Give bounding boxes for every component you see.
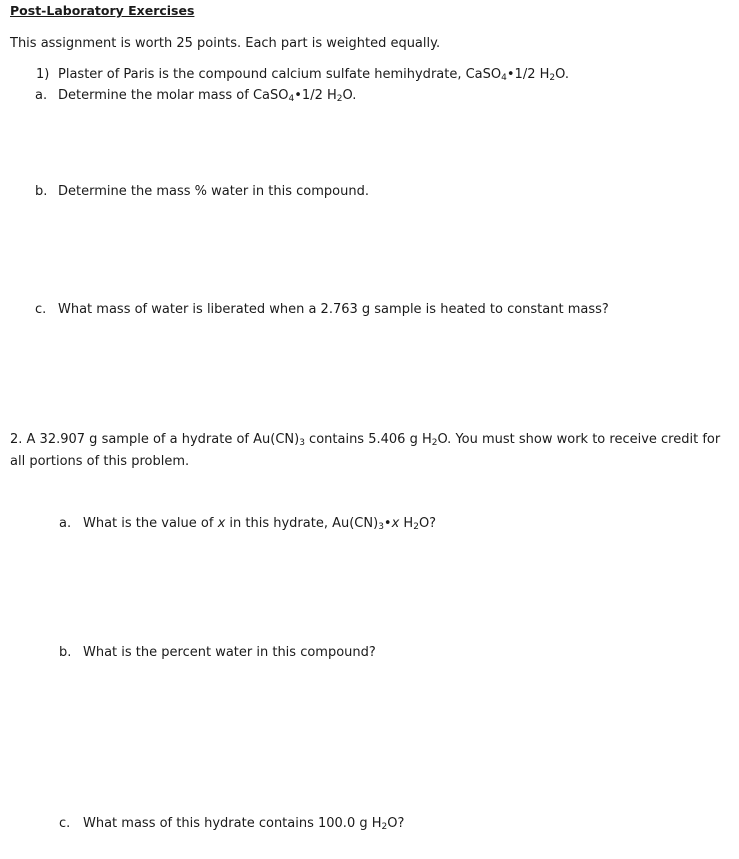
question-2-stem: 2. A 32.907 g sample of a hydrate of $Au(CN)_3$ contains 5.406 g $H_2O$. You must show work to receive credit for all portions of this problem. [10, 432, 721, 469]
question-1b-text: Determine the mass % water in this compound. [58, 184, 369, 199]
question-2b [0, 644, 739, 662]
question-2c-label: c. [59, 816, 71, 831]
question-2a-label: a. [59, 516, 72, 531]
question-2b-label: b. [59, 645, 72, 660]
question-1c-text: What mass of water is liberated when a 2.763 g sample is heated to constant mass? [58, 302, 609, 317]
question-2a-text: What is the value of x in this hydrate, $Au(CN)_3•x$ $H_2O$? [83, 516, 437, 532]
question-1c [0, 301, 739, 319]
question-1a-text: Determine the molar mass of CaSO$_4$•1/2 $H_2O$. [58, 88, 357, 104]
question-1-number: 1) [36, 67, 50, 82]
question-1c-label: c. [35, 302, 47, 317]
question-2a [0, 515, 739, 533]
question-1a-label: a. [35, 88, 48, 103]
assignment-intro: This assignment is worth 25 points. Each part is weighted equally. [10, 36, 441, 51]
question-1a [0, 87, 739, 105]
question-1 [0, 66, 739, 84]
question-2c [0, 815, 739, 833]
page-title: Post-Laboratory Exercises [10, 3, 195, 18]
question-1b [0, 183, 739, 201]
question-2c-text: What mass of this hydrate contains 100.0 g $H_2O$? [83, 816, 405, 832]
question-2b-text: What is the percent water in this compound? [83, 645, 376, 660]
question-1b-label: b. [35, 184, 48, 199]
question-1-stem: Plaster of Paris is the compound calcium sulfate hemihydrate, CaSO$_4$•1/2 $H_2O$. [58, 67, 569, 83]
